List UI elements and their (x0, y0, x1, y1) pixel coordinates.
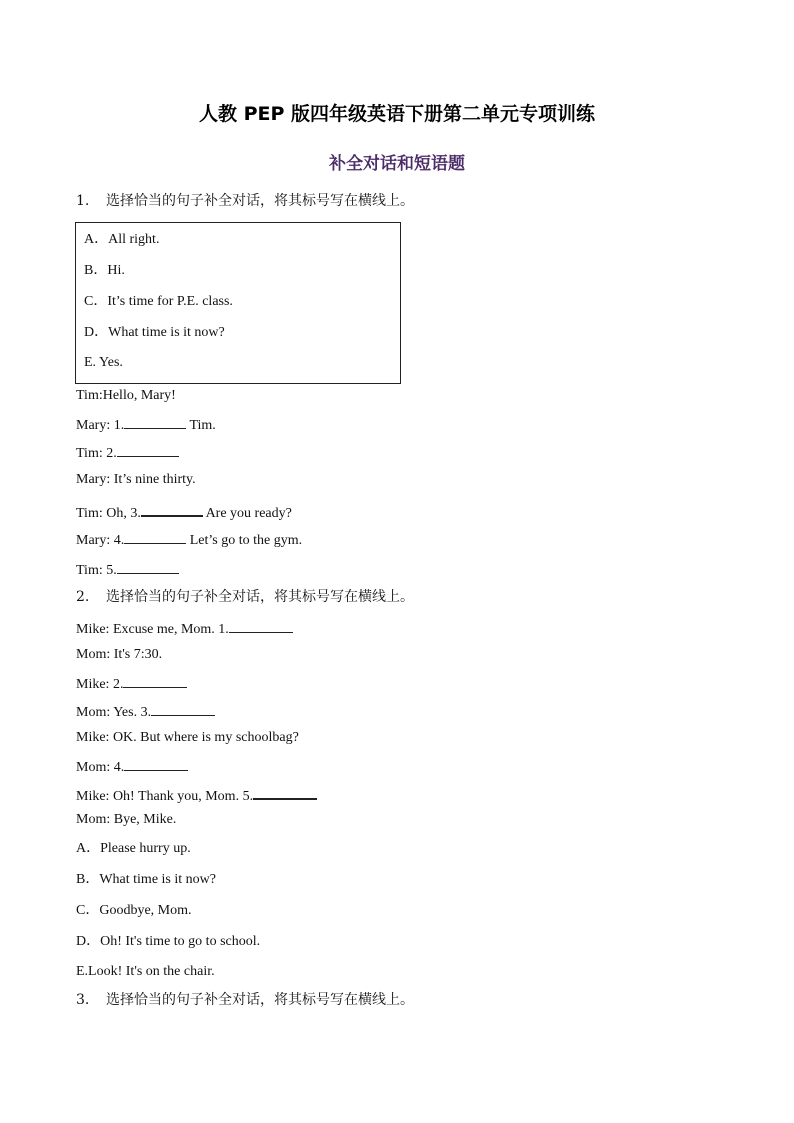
answer-blank[interactable] (253, 784, 317, 800)
answer-blank[interactable] (124, 414, 186, 429)
dialogue-line (76, 559, 179, 580)
dialogue-text: Mom: It's 7:30. (76, 647, 163, 662)
dialogue-line (76, 756, 188, 777)
option-item: A．All right. (84, 232, 160, 247)
answer-blank[interactable] (117, 442, 179, 457)
dialogue-line (76, 387, 176, 405)
options-box (75, 222, 401, 384)
option-item: E. Yes. (84, 355, 123, 370)
dialogue-text: Tim:Hello, Mary! (76, 388, 176, 403)
dialogue-line (76, 501, 292, 523)
answer-blank[interactable] (151, 701, 215, 716)
dialogue-line (76, 784, 317, 806)
answer-blank[interactable] (229, 618, 293, 633)
dialogue-line (76, 646, 162, 664)
option-item: D．What time is it now? (84, 325, 225, 340)
dialogue-line (76, 673, 187, 694)
dialogue-line (76, 701, 215, 722)
dialogue-text: Tim: 2. (76, 446, 117, 461)
dialogue-text: Mom: Yes. 3. (76, 705, 152, 720)
question-1-heading (76, 191, 414, 211)
question-number: 2. (76, 589, 90, 605)
dialogue-text: Mike: Excuse me, Mom. 1. (76, 622, 229, 637)
question-number: 1. (76, 193, 90, 209)
dialogue-line (76, 414, 216, 435)
dialogue-text: Mike: OK. But where is my schoolbag? (76, 730, 299, 745)
option-item: A．Please hurry up. (76, 841, 191, 856)
dialogue-text: Mary: It’s nine thirty. (76, 472, 196, 487)
dialogue-text: Mom: 4. (76, 760, 125, 775)
dialogue-text: Mom: Bye, Mike. (76, 812, 177, 827)
dialogue-text: Tim: 5. (76, 563, 117, 578)
question-instruction: 选择恰当的句子补全对话，将其标号写在横线上。 (106, 589, 414, 605)
dialogue-line (76, 442, 179, 463)
dialogue-text: Mike: Oh! Thank you, Mom. 5. (76, 789, 254, 804)
dialogue-text: Tim. (186, 418, 216, 433)
question-3-heading (76, 990, 414, 1010)
dialogue-line (76, 471, 196, 489)
dialogue-text: Mary: 4. (76, 533, 125, 548)
answer-blank[interactable] (141, 501, 203, 517)
dialogue-text: Tim: Oh, 3. (76, 506, 141, 521)
answer-blank[interactable] (123, 673, 187, 688)
question-number: 3. (76, 992, 90, 1008)
answer-blank[interactable] (124, 529, 186, 544)
dialogue-text: Mike: 2. (76, 677, 124, 692)
question-instruction: 选择恰当的句子补全对话，将其标号写在横线上。 (106, 193, 414, 209)
answer-blank[interactable] (117, 559, 179, 574)
option-item: C．Goodbye, Mom. (76, 903, 192, 918)
option-item: C．It’s time for P.E. class. (84, 294, 233, 309)
option-item: D．Oh! It's time to go to school. (76, 934, 261, 949)
option-item: E.Look! It's on the chair. (76, 964, 215, 979)
question-instruction: 选择恰当的句子补全对话，将其标号写在横线上。 (106, 992, 414, 1008)
section-subtitle: 补全对话和短语题 (329, 154, 465, 174)
dialogue-text: Mary: 1. (76, 418, 125, 433)
dialogue-text: Are you ready? (202, 506, 292, 521)
dialogue-text: Let’s go to the gym. (186, 533, 303, 548)
dialogue-line (76, 529, 302, 550)
question-2-heading (76, 587, 414, 607)
option-item: B．What time is it now? (76, 872, 216, 887)
dialogue-line (76, 729, 299, 747)
dialogue-line (76, 811, 176, 829)
option-item: B．Hi. (84, 263, 125, 278)
answer-blank[interactable] (124, 756, 188, 771)
dialogue-line (76, 618, 293, 639)
page-title: 人教 PEP 版四年级英语下册第二单元专项训练 (198, 103, 596, 125)
